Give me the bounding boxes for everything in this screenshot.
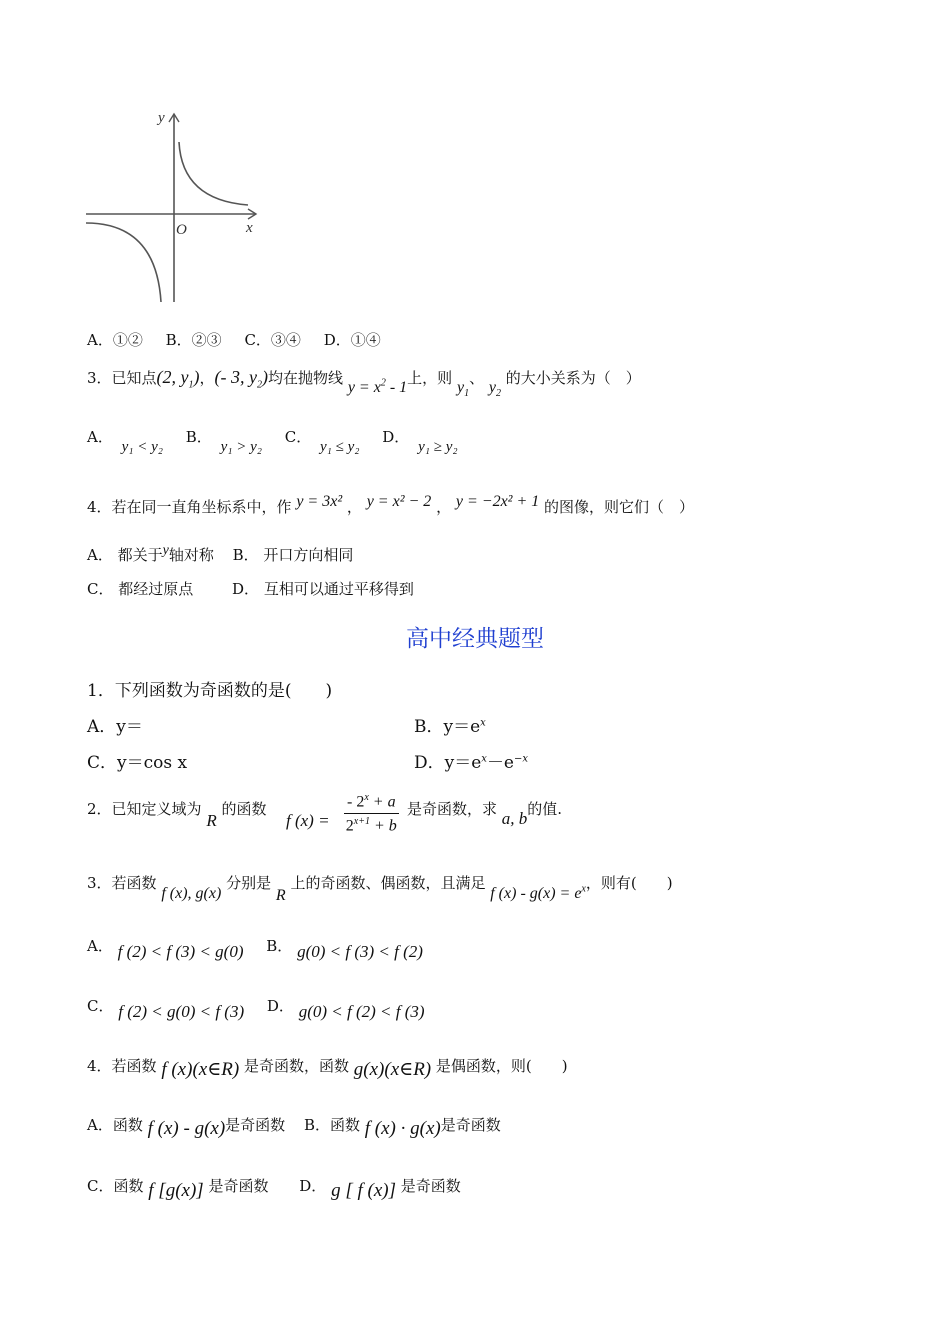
prev-options-row (87, 329, 381, 350)
hyperbola-branch-right (179, 142, 248, 205)
h3-opt-a: f (2) < f (3) < g(0) (117, 942, 244, 961)
h1-option-a: A．y＝ (87, 717, 143, 737)
prev-option-c: C．③④ (244, 331, 301, 349)
h2-suffix: 的值. (527, 800, 563, 818)
hyperbola-graph (86, 108, 266, 304)
h4-opt-b-pre: B．函数 (303, 1116, 360, 1134)
h3-options-row2 (87, 995, 425, 1021)
h2-fraction (344, 792, 399, 836)
q4a-f1: y = 3x² (296, 493, 343, 510)
h3-opt-a-label: A． (87, 937, 113, 955)
q3a-mid: 均在抛物线 (268, 369, 344, 387)
h4-opt-d-expr: g [ f (x)] (331, 1180, 396, 1201)
h2-tail (407, 798, 563, 828)
q3a-parabola: $y = x^2 - 1$ (347, 377, 408, 396)
h4-g: g(x)(x∈R) (353, 1059, 432, 1080)
h3-R: R (275, 887, 286, 904)
q3a-mid2: 上，则 (407, 369, 453, 387)
h1-option-b: B．$y=e^x$ (414, 717, 486, 737)
q4a-f3: y = −2x² + 1 (455, 493, 540, 510)
q3a-opt-d: y₁ ≥ y₂ (418, 439, 458, 455)
q3a-prefix: 3．已知点 (87, 369, 157, 387)
h3-opt-c: f (2) < g(0) < f (3) (118, 1002, 245, 1021)
h3-opt-c-label: C． (87, 997, 114, 1015)
h1-option-d: D．$y=e^x-e^{-x}$ (414, 753, 529, 773)
section-title: 高中经典题型 (406, 626, 544, 652)
q4a-opt-a-var: y (162, 543, 169, 558)
h4-opt-c-expr: f [g(x)] (148, 1180, 204, 1201)
q3a-stem (87, 367, 641, 400)
q3a-opt-d-label: D． (382, 428, 410, 446)
q3a-suffix: 的大小关系为（ ） (505, 369, 641, 387)
h3-stem (87, 872, 673, 904)
axis-y-label: y (158, 110, 165, 126)
h4-suffix: 是偶函数，则( ) (435, 1057, 568, 1075)
q3a-options (87, 426, 458, 455)
h2-stem (87, 798, 267, 830)
h3-eq: f $(x) - g(x) = e^x$ (490, 883, 586, 902)
h2-R: R (206, 811, 217, 830)
h4-options-row1 (87, 1114, 501, 1139)
h4-opt-d-post: 是奇函数 (400, 1177, 461, 1195)
h3-opt-d: g(0) < f (2) < f (3) (298, 1002, 425, 1021)
q3a-comma: 、 (469, 369, 485, 387)
q4a-f2: y = x² − 2 (366, 493, 432, 510)
q4a-prefix: 4．若在同一直角坐标系中，作 (87, 498, 292, 516)
h2-mid: 的函数 (221, 800, 267, 818)
h2-denominator: $2^{x+1} + b$ (345, 816, 397, 835)
q3a-opt-a: y₁ < y₂ (121, 439, 163, 455)
q4a-sep1: ， (346, 498, 362, 516)
q4a-opt-a-pre: A． 都关于 (87, 546, 163, 564)
h4-opt-a-expr: f (x) - g(x) (147, 1118, 226, 1139)
h4-opt-c-pre: C．函数 (87, 1177, 144, 1195)
h2-mid2: 是奇函数，求 (407, 800, 498, 818)
q4a-opt-a-post: 轴对称 (168, 546, 214, 564)
h3-opt-b-label: B． (266, 937, 293, 955)
q3a-y1: $y_1$ (456, 379, 470, 400)
h1-stem: 1．下列函数为奇函数的是( ) (87, 681, 333, 701)
h4-opt-c-post: 是奇函数 (208, 1177, 269, 1195)
q4a-stem (87, 493, 695, 517)
h1-option-c: C．y＝cos x (87, 753, 188, 773)
q4a-opt-d: D． 互相可以通过平移得到 (232, 580, 414, 598)
h2-numerator: - $2^x + a$ (344, 792, 399, 814)
q4a-opt-c: C． 都经过原点 (87, 580, 194, 598)
h4-options-row2 (87, 1175, 461, 1201)
q4a-opt-b: B． 开口方向相同 (232, 546, 354, 564)
h3-mid: 分别是 (226, 874, 272, 892)
q3a-opt-a-label: A． (87, 428, 113, 446)
h4-opt-b-expr: f (x) · g(x) (364, 1118, 441, 1139)
q4a-sep2: ， (436, 498, 452, 516)
h4-opt-a-pre: A．函数 (87, 1116, 143, 1134)
origin-label: O (176, 222, 187, 238)
q3a-sep: ， (199, 369, 215, 387)
h4-f: f (x)(x∈R) (161, 1059, 240, 1080)
h2-prefix: 2．已知定义域为 (87, 800, 202, 818)
h3-suffix: ，则有( ) (585, 874, 673, 892)
h4-opt-a-post: 是奇函数 (225, 1116, 286, 1134)
h3-opt-b: g(0) < f (3) < f (2) (297, 942, 423, 961)
q4a-options-row1 (87, 544, 353, 565)
prev-option-d: D．①④ (323, 331, 381, 349)
q3a-opt-b: y₁ > y₂ (220, 439, 262, 455)
axis-x-label: x (246, 220, 253, 236)
h3-fg: f (x), g(x) (161, 885, 222, 902)
q3a-opt-c: y₁ ≤ y₂ (320, 439, 360, 455)
q3a-opt-b-label: B． (185, 428, 212, 446)
q3a-y2: $y_2$ (488, 379, 501, 400)
hyperbola-branch-left (86, 223, 161, 302)
h2-ab: a, b (501, 809, 528, 828)
h4-opt-b-post: 是奇函数 (440, 1116, 501, 1134)
h4-opt-d-pre: D． (299, 1177, 327, 1195)
h3-mid2: 上的奇函数、偶函数，且满足 (290, 874, 486, 892)
q3a-point2: (- 3, $y_2$) (214, 367, 269, 391)
q3a-opt-c-label: C． (284, 428, 312, 446)
h4-mid: 是奇函数，函数 (243, 1057, 349, 1075)
prev-option-a: A．①② (87, 331, 143, 349)
h4-prefix: 4．若函数 (87, 1057, 157, 1075)
prev-option-b: B．②③ (165, 331, 222, 349)
h3-prefix: 3．若函数 (87, 874, 157, 892)
h3-options-row1 (87, 935, 423, 961)
q4a-options-row2 (87, 578, 414, 599)
h3-opt-d-label: D． (266, 997, 294, 1015)
h2-fx: f (x) = (286, 811, 330, 830)
q4a-suffix: 的图像，则它们（ ） (544, 498, 695, 516)
q3a-point1: (2, $y_1$) (156, 367, 200, 391)
h4-stem (87, 1054, 568, 1080)
